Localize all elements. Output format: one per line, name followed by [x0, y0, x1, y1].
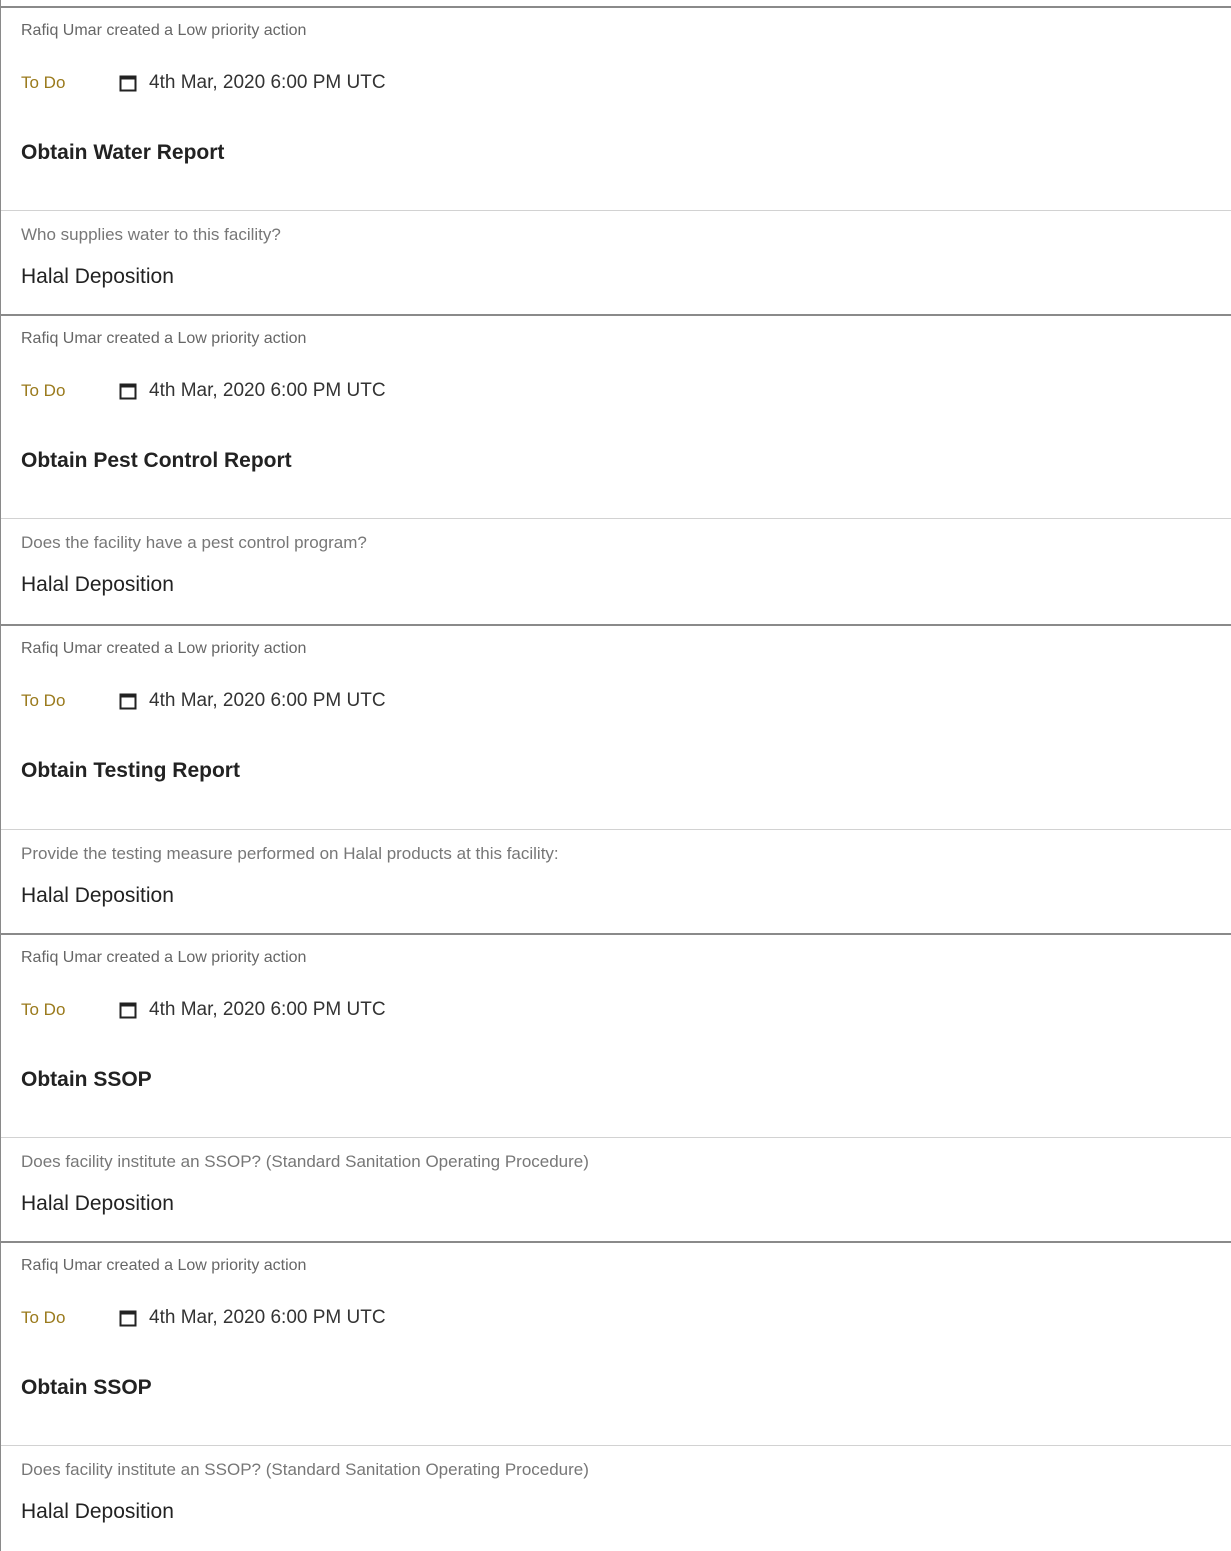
action-card[interactable]	[1, 6, 1231, 210]
action-title[interactable]: Obtain SSOP	[21, 1376, 152, 1399]
question-card	[1, 829, 1231, 933]
calendar-icon	[119, 692, 137, 710]
answer-text: Halal Deposition	[21, 573, 174, 596]
action-title[interactable]: Obtain Testing Report	[21, 759, 240, 782]
action-title[interactable]: Obtain SSOP	[21, 1068, 152, 1091]
action-card[interactable]	[1, 1241, 1231, 1445]
action-creator-text: Rafiq Umar created a Low priority action	[21, 949, 307, 966]
status-badge[interactable]: To Do	[21, 691, 66, 710]
action-card[interactable]	[1, 314, 1231, 518]
answer-text: Halal Deposition	[21, 884, 174, 907]
question-text: Does facility institute an SSOP? (Standard Sanitation Operating Procedure)	[21, 1152, 589, 1171]
due-date: 4th Mar, 2020 6:00 PM UTC	[149, 1307, 386, 1328]
action-meta-row	[21, 1305, 386, 1331]
question-text: Does the facility have a pest control program?	[21, 533, 367, 552]
due-date: 4th Mar, 2020 6:00 PM UTC	[149, 72, 386, 93]
calendar-icon	[119, 1309, 137, 1327]
action-card[interactable]	[1, 933, 1231, 1137]
due-date: 4th Mar, 2020 6:00 PM UTC	[149, 999, 386, 1020]
action-card[interactable]	[1, 624, 1231, 828]
action-creator-text: Rafiq Umar created a Low priority action	[21, 22, 307, 39]
calendar-icon	[119, 382, 137, 400]
action-meta-row	[21, 70, 386, 96]
question-card	[1, 210, 1231, 314]
question-card	[1, 1445, 1231, 1549]
question-card	[1, 518, 1231, 622]
answer-text: Halal Deposition	[21, 265, 174, 288]
action-title[interactable]: Obtain Pest Control Report	[21, 449, 292, 472]
status-badge[interactable]: To Do	[21, 381, 66, 400]
due-date: 4th Mar, 2020 6:00 PM UTC	[149, 690, 386, 711]
action-title[interactable]: Obtain Water Report	[21, 141, 225, 164]
action-meta-row	[21, 378, 386, 404]
action-creator-text: Rafiq Umar created a Low priority action	[21, 640, 307, 657]
status-badge[interactable]: To Do	[21, 1308, 66, 1327]
question-text: Does facility institute an SSOP? (Standard Sanitation Operating Procedure)	[21, 1460, 589, 1479]
due-date: 4th Mar, 2020 6:00 PM UTC	[149, 380, 386, 401]
question-text: Who supplies water to this facility?	[21, 225, 281, 244]
question-card	[1, 1137, 1231, 1241]
action-creator-text: Rafiq Umar created a Low priority action	[21, 330, 307, 347]
action-meta-row	[21, 997, 386, 1023]
question-text: Provide the testing measure performed on Halal products at this facility:	[21, 844, 559, 863]
action-creator-text: Rafiq Umar created a Low priority action	[21, 1257, 307, 1274]
status-badge[interactable]: To Do	[21, 73, 66, 92]
status-badge[interactable]: To Do	[21, 1000, 66, 1019]
calendar-icon	[119, 1001, 137, 1019]
answer-text: Halal Deposition	[21, 1500, 174, 1523]
action-meta-row	[21, 688, 386, 714]
calendar-icon	[119, 74, 137, 92]
answer-text: Halal Deposition	[21, 1192, 174, 1215]
